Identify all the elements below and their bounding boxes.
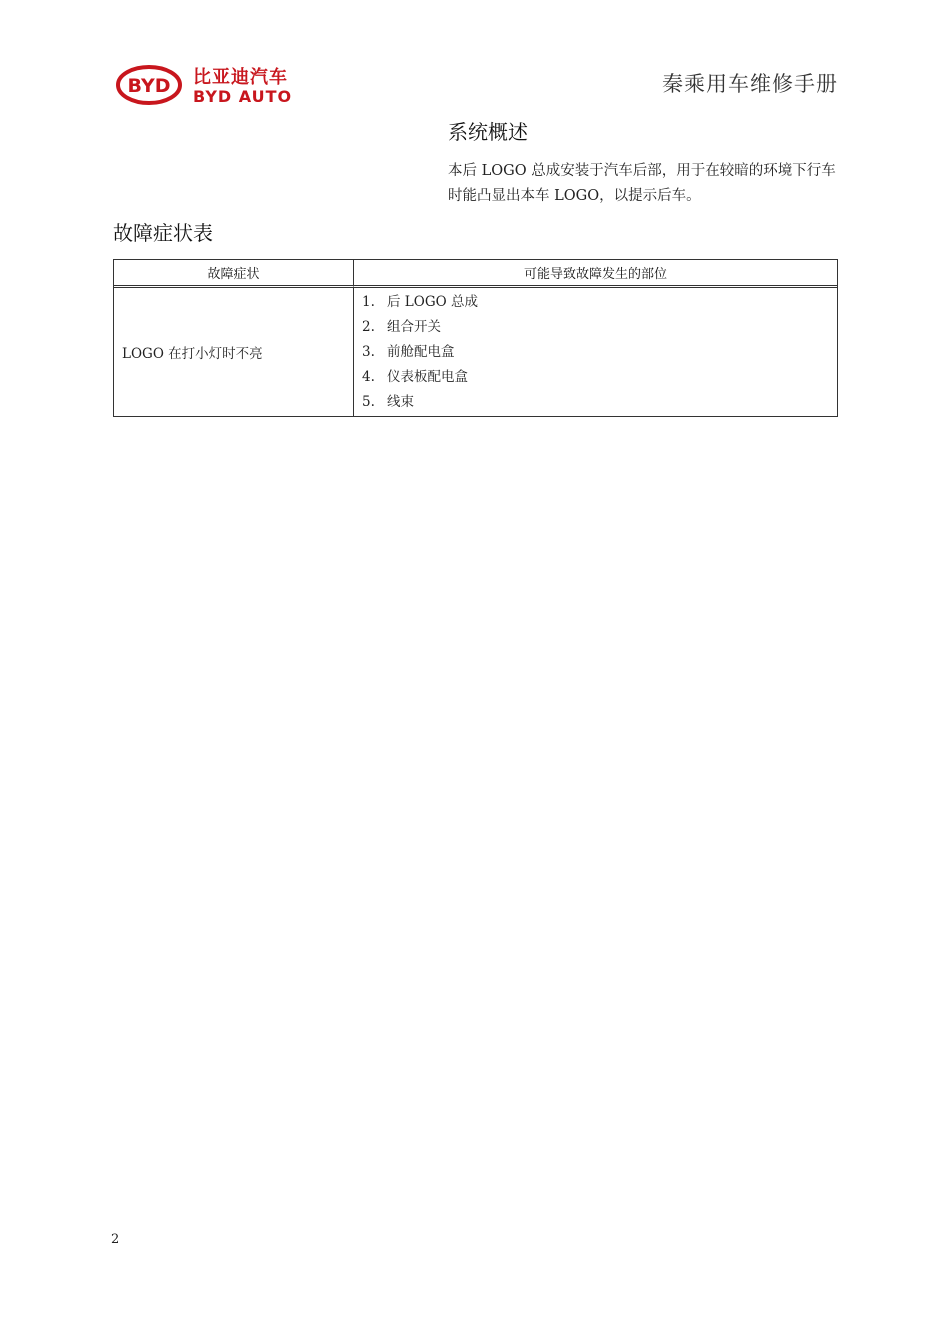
fault-symptom-section <box>113 217 838 417</box>
column-header-symptom: 故障症状 <box>114 260 354 288</box>
list-item-number: 2. <box>362 319 375 335</box>
page-number: 2 <box>111 1232 120 1247</box>
list-item-number: 4. <box>362 369 375 385</box>
logo-text-cn: 比亚迪汽车 <box>193 67 288 88</box>
logo-mark: BYD <box>127 75 171 97</box>
list-item <box>362 365 837 390</box>
list-item-text: 后 LOGO 总成 <box>387 294 478 310</box>
list-item <box>362 290 837 315</box>
document-title: 秦乘用车维修手册 <box>662 72 838 96</box>
list-item-text: 仪表板配电盒 <box>387 369 468 385</box>
overview-paragraph: 本后 LOGO 总成安装于汽车后部，用于在较暗的环境下行车时能凸显出本车 LOGO，以提示后车。 <box>448 163 836 204</box>
list-item <box>362 340 837 365</box>
fault-table-heading: 故障症状表 <box>113 221 213 245</box>
list-item <box>362 390 837 415</box>
list-item-text: 组合开关 <box>387 319 441 335</box>
byd-auto-logo <box>116 62 306 108</box>
list-item-number: 3. <box>362 344 375 360</box>
system-overview-section <box>448 116 840 209</box>
fault-symptom-table <box>113 259 838 417</box>
symptom-cell: LOGO 在打小灯时不亮 <box>114 288 354 416</box>
column-header-causes: 可能导致故障发生的部位 <box>354 260 837 288</box>
table-header-row <box>114 260 837 288</box>
byd-logo-icon <box>116 62 306 108</box>
logo-text-en: BYD AUTO <box>193 87 293 106</box>
list-item <box>362 315 837 340</box>
list-item-number: 1. <box>362 294 375 310</box>
overview-heading: 系统概述 <box>448 120 528 144</box>
list-item-text: 前舱配电盒 <box>387 344 455 360</box>
causes-list <box>354 288 837 416</box>
list-item-text: 线束 <box>387 394 414 410</box>
table-row <box>114 288 837 416</box>
list-item-number: 5. <box>362 394 375 410</box>
causes-cell <box>354 288 837 416</box>
